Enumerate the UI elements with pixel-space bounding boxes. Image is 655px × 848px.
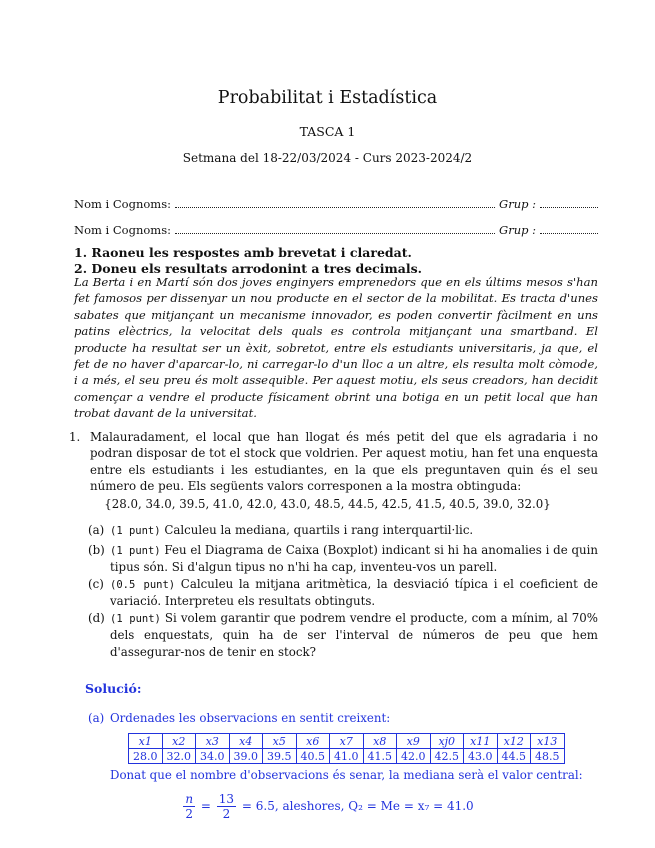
part-label: (a) xyxy=(88,711,105,725)
name-row-2 xyxy=(74,221,598,237)
table-cell: 34.0 xyxy=(196,749,230,764)
table-header-cell: x13 xyxy=(531,734,565,749)
sample-data: {28.0, 34.0, 39.5, 41.0, 42.0, 43.0, 48.5, 44.5, 42.5, 41.5, 40.5, 39.0, 32.0} xyxy=(104,497,551,511)
median-formula xyxy=(0,792,655,821)
fraction-n-over-2 xyxy=(183,792,195,821)
part-text: Si volem garantir que podrem vendre el producte, com a mínim, al 70% dels enquestats, quin ha de ser l'interval de números de peu que hem d'assegurar-nos de tenir en stock? xyxy=(110,611,599,659)
points-badge: (0.5 punt) xyxy=(110,579,176,591)
table-header-cell: x8 xyxy=(363,734,397,749)
table-header-cell: x7 xyxy=(330,734,364,749)
part-label: (a) xyxy=(88,523,105,537)
document-title: Probabilitat i Estadística xyxy=(217,88,438,108)
table-cell: 42.0 xyxy=(397,749,431,764)
question-1 xyxy=(69,429,598,495)
table-cell: 39.5 xyxy=(263,749,297,764)
part-b xyxy=(88,542,598,576)
table-header-cell: x12 xyxy=(497,734,531,749)
table-cell: 28.0 xyxy=(129,749,163,764)
part-label: (c) xyxy=(88,577,104,591)
table-cell: 41.5 xyxy=(363,749,397,764)
part-text: Feu el Diagrama de Caixa (Boxplot) indicant si hi ha anomalies i de quin tipus són. Si d'algun tipus no n'hi ha cap, inventeu-vos un parell. xyxy=(110,543,599,575)
fraction-numerator: 13 xyxy=(218,792,235,806)
table-cell: 32.0 xyxy=(162,749,196,764)
table-header-cell: x9 xyxy=(397,734,431,749)
solution-part-a xyxy=(88,710,598,726)
table-cell: 43.0 xyxy=(464,749,498,764)
task-label: TASCA 1 xyxy=(299,124,356,139)
week-label: Setmana del 18-22/03/2024 - Curs 2023-2024/2 xyxy=(182,151,473,165)
table-header-cell: x11 xyxy=(464,734,498,749)
group-label: Grup : xyxy=(499,223,536,237)
question-number: 1. xyxy=(69,430,81,444)
question-text: Malauradament, el local que han llogat és més petit del que els agradaria i no podran disposar de tot el stock que voldrien. Per aquest motiu, han fet una enquesta entre els estudiants i les estudiantes, en la que els preguntaven quin és el seu número de peu. Els següents valors corresponen a la mostra obtinguda: xyxy=(90,430,598,494)
table-cell: 44.5 xyxy=(497,749,531,764)
table-cell: 42.5 xyxy=(430,749,464,764)
fraction-denominator: 2 xyxy=(222,807,231,821)
formula-rest: = 6.5, aleshores, Q₂ = Me = x₇ = 41.0 xyxy=(241,799,474,813)
table-header-cell: x2 xyxy=(162,734,196,749)
part-label: (d) xyxy=(88,611,105,625)
points-badge: (1 punt) xyxy=(110,545,161,557)
name-field-1[interactable] xyxy=(175,207,495,208)
group-label: Grup : xyxy=(499,197,536,211)
part-text: Calculeu la mediana, quartils i rang interquartil·lic. xyxy=(164,523,474,537)
group-field-2[interactable] xyxy=(540,233,598,234)
part-c xyxy=(88,576,598,610)
intro-paragraph: La Berta i en Martí són dos joves enginyers emprenedors que en els últims mesos s'han fet famosos per dissenyar un nou producte en el sector de la mobilitat. Es tracta d'unes sabates que mitjançant un mecanisme innovador, es poden convertir fàcilment en uns patins elèctrics, la velocitat dels quals es controla mitjançant una smartband. El producte ha resultat ser un èxit, sobretot, entre els estudiants universitaris, ja que, el fet de no haver d'aparcar-lo, ni carregar-lo d'un lloc a un altre, els resulta molt còmode, i a més, el seu preu és molt assequible. Per aquest motiu, els seus creadors, han decidit començar a vendre el producte físicament obrint una botiga en un petit local que han trobat davant de la universitat. xyxy=(74,275,598,421)
table-cell: 48.5 xyxy=(531,749,565,764)
table-header-row xyxy=(129,734,565,749)
part-label: (b) xyxy=(88,543,105,557)
table-cell: 39.0 xyxy=(229,749,263,764)
rule-2: 2. Doneu els resultats arrodonint a tres decimals. xyxy=(74,261,423,276)
observations-table xyxy=(128,733,565,764)
rule-1: 1. Raoneu les respostes amb brevetat i claredat. xyxy=(74,245,412,260)
name-row-1 xyxy=(74,195,598,211)
sorted-text: Ordenades les observacions en sentit creixent: xyxy=(110,711,391,725)
equals-sign: = xyxy=(200,799,211,813)
table-header-cell: x1 xyxy=(129,734,163,749)
table-header-cell: x5 xyxy=(263,734,297,749)
part-a xyxy=(88,522,598,539)
table-header-cell: x3 xyxy=(196,734,230,749)
points-badge: (1 punt) xyxy=(110,613,161,625)
table-cell: 40.5 xyxy=(296,749,330,764)
part-text: Calculeu la mitjana aritmètica, la desviació típica i el coeficient de variació. Interpreteu els resultats obtinguts. xyxy=(110,577,599,609)
solution-heading: Solució: xyxy=(85,681,142,696)
part-d xyxy=(88,610,598,660)
table-header-cell: xj0 xyxy=(430,734,464,749)
name-label: Nom i Cognoms: xyxy=(74,197,171,211)
median-explanation: Donat que el nombre d'observacions és senar, la mediana serà el valor central: xyxy=(110,768,583,782)
name-label: Nom i Cognoms: xyxy=(74,223,171,237)
points-badge: (1 punt) xyxy=(110,525,161,537)
fraction-denominator: 2 xyxy=(185,807,193,821)
group-field-1[interactable] xyxy=(540,207,598,208)
fraction-numerator: n xyxy=(185,792,194,806)
name-field-2[interactable] xyxy=(175,233,495,234)
fraction-13-over-2 xyxy=(217,792,236,821)
table-cell: 41.0 xyxy=(330,749,364,764)
table-row xyxy=(129,749,565,764)
table-header-cell: x6 xyxy=(296,734,330,749)
table-header-cell: x4 xyxy=(229,734,263,749)
